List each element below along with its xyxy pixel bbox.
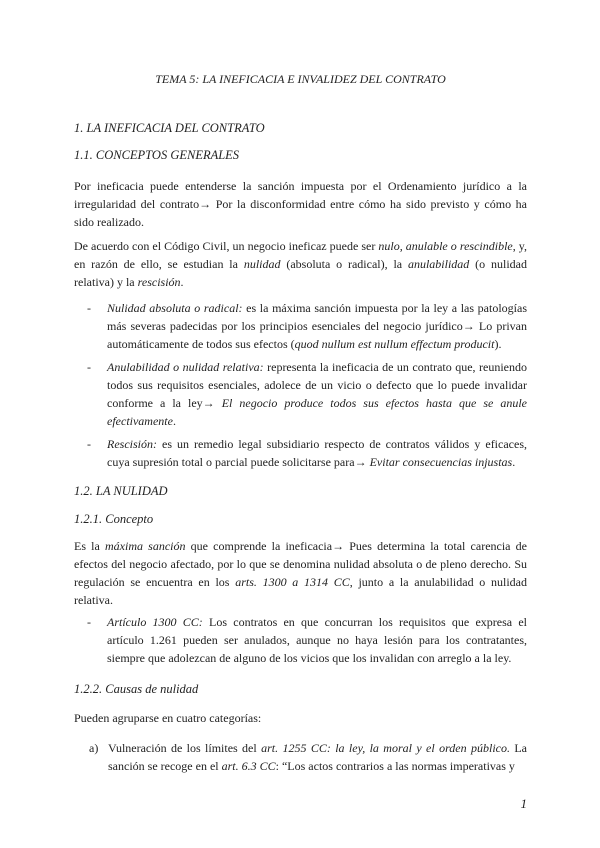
list-marker: a) bbox=[89, 741, 99, 755]
heading-1-2: 1.2. LA NULIDAD bbox=[74, 484, 168, 498]
list-item-anulabilidad: - Anulabilidad o nulidad relativa: representa la ineficacia de un contrato que, reuniendo todos sus requisitos esenciales, adolece de un vicio o defecto que lo puede invalidar conforme a la ley→ El negocio produce todos sus efectos hasta que se anule efectivamente. bbox=[87, 360, 527, 428]
heading-1-1: 1.1. CONCEPTOS GENERALES bbox=[74, 148, 240, 162]
list-item-rescision: - Rescisión: es un remedio legal subsidiario respecto de contratos válidos y eficaces, cuya supresión total o parcial puede solicitarse para→ Evitar consecuencias injustas. bbox=[87, 437, 527, 469]
list-item-a: a) Vulneración de los límites del art. 1255 CC: la ley, la moral y el orden público. La sanción se recoge en el art. 6.3 CC: “Los actos contrarios a las normas imperativas y bbox=[89, 741, 528, 773]
paragraph-maxima-sancion: Es la máxima sanción que comprende la ineficacia→ Pues determina la total carencia de efectos del negocio afectado, por lo que se denomina nulidad absoluta o de pleno derecho. Su regulación se encuentra en los arts. 1300 a 1314 CC, junto a la anulabilidad o nulidad relativa. bbox=[74, 539, 527, 607]
paragraph-categorias: Pueden agruparse en cuatro categorías: bbox=[74, 711, 262, 725]
page-number: 1 bbox=[520, 796, 527, 811]
heading-1-2-1: 1.2.1. Concepto bbox=[74, 512, 154, 526]
dash-bullet: - bbox=[87, 360, 91, 374]
heading-1-2-2: 1.2.2. Causas de nulidad bbox=[74, 682, 199, 696]
dash-bullet: - bbox=[87, 301, 91, 315]
document-title: TEMA 5: LA INEFICACIA E INVALIDEZ DEL CONTRATO bbox=[155, 72, 446, 86]
paragraph-ineficacia: Por ineficacia puede entenderse la sanción impuesta por el Ordenamiento jurídico a la irregularidad del contrato→ Por la disconformidad entre cómo ha sido previsto y cómo ha sido realizado. bbox=[74, 179, 527, 229]
list-item-nulidad-absoluta: - Nulidad absoluta o radical: es la máxima sanción impuesta por la ley a las patologías más severas padecidas por los principios esenciales del negocio jurídico→ Lo privan automáticamente de todos sus efectos (quod nullum est nullum effectum producit). bbox=[87, 301, 527, 351]
dash-bullet: - bbox=[87, 437, 91, 451]
paragraph-codigo-civil: De acuerdo con el Código Civil, un negocio ineficaz puede ser nulo, anulable o rescindible, y, en razón de ello, se estudian la nulidad (absoluta o radical), la anulabilidad (o nulidad relativa) y la rescisión. bbox=[74, 239, 527, 289]
heading-1: 1. LA INEFICACIA DEL CONTRATO bbox=[74, 121, 265, 135]
dash-bullet: - bbox=[87, 615, 91, 629]
list-item-articulo-1300: - Artículo 1300 CC: Los contratos en que concurran los requisitos que expresa el artículo 1.261 pueden ser anulados, aunque no haya lesión para los contratantes, siempre que adolezcan de alguno de los vicios que los invalidan con arreglo a la ley. bbox=[87, 615, 527, 665]
